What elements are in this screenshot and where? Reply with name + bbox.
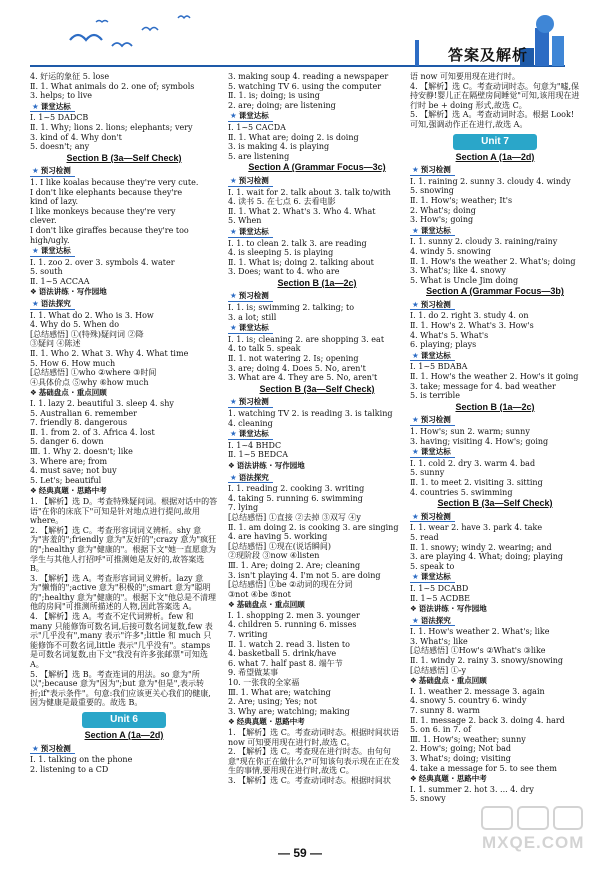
answer-line: Ⅰ. 1. wear 2. have 3. park 4. take [410,523,543,533]
answer-line: 9. 希望做某事 [228,668,279,678]
answer-line: 3. take; message for 4. bad weather [410,381,556,391]
block-heading-label: 语法讲练 · 写作园地 [418,604,487,614]
explanation-paragraph: 5. 【解析】选 A。考查动词时态。根据 Look! 可知,强调动作正在进行,故选 A。 [410,110,575,129]
subsection-tag [30,166,75,177]
answer-line: I like monkeys because they're very [30,206,176,216]
subsection-tag [410,415,455,426]
answer-line: 3. What are 4. They are 5. No, aren't [228,373,378,383]
block-heading [228,717,406,727]
diamond-icon: ❖ [410,774,417,784]
answer-line: 1. I like koalas because they're very cute. [30,177,199,187]
answer-line: 5. snowy [410,794,446,804]
answer-line: Ⅰ. 1. summer 2. hot 3. ... 4. dry [410,784,534,794]
star-icon: ★ [412,447,419,457]
answer-line: 3. What's; doing; visiting [410,754,511,763]
answer-line: 5. south [30,267,63,277]
star-icon: ★ [230,397,237,407]
star-icon: ★ [32,743,39,753]
block-heading-label: 基础盘点 · 重点回顾 [38,388,107,398]
answer-line: Ⅱ. 1. How's the weather 2. How's it going [410,372,579,382]
subsection-tag [228,227,273,238]
answer-line: ③not ④be ⑤not [228,589,291,599]
explanation-paragraph: 3. 【解析】选 C。考查动词时态。根据时间状 [228,775,391,785]
header-title: 答案及解析 [447,46,528,64]
answer-line: [总结感悟] ①who ②where ③时间 [30,368,157,378]
star-icon: ★ [32,166,39,176]
star-icon: ★ [412,165,419,175]
answer-line: 5. on 6. in 7. of [410,725,472,735]
answer-line: 4. to talk 5. speak [228,344,301,354]
answer-line: Ⅱ. 1. What animals do 2. one of; symbols [30,81,195,91]
answer-line: Ⅰ. 1. is; swimming 2. talking; to [228,303,355,313]
explanation-paragraph: 2. 【解析】选 C。考查现在进行时态。由句句意"现在你正在做什么?"可知该句表示现在正在发生的事情,要用现在进行时,故选 C。 [228,747,400,776]
star-icon: ★ [32,101,39,111]
answer-line: Ⅱ. 1. message 2. back 3. doing 4. hard [410,715,565,725]
answer-line: Ⅱ. 1. Why; lions 2. lions; elephants; very [30,122,193,132]
subsection-tag-label: 预习检测 [420,299,451,309]
unit-banner: Unit 7 [453,134,537,150]
answer-line: 3. isn't playing 4. I'm not 5. are doing [228,570,381,580]
answer-line: 6. what 7. half past 8. 端午节 [228,658,343,668]
answer-line: Ⅰ. 1. do 2. right 3. study 4. on [410,311,529,321]
explanation-paragraph: 4. 【解析】选 C。考查动词时态。句意为"嘘,保持安静!婴儿正在隔壁房间睡觉"可知,该用现在进行时 be + doing 形式,故选 C。 [410,81,580,110]
answer-line: Ⅱ. 1. snowy; windy 2. wearing; and [410,542,552,552]
subsection-tag [30,102,75,113]
answer-line: 5. read [410,532,439,542]
subsection-tag-label: 语法探究 [40,299,71,309]
watermark [478,803,586,855]
block-heading-label: 基础盘点 · 重点回顾 [236,600,305,610]
answer-line: 2. listening to a CD [30,764,109,774]
subsection-tag-label: 课堂达标 [420,572,451,582]
subsection-tag [228,111,273,122]
subsection-tag [410,351,455,362]
answer-line: I don't like elephants because they're [30,187,183,197]
subsection-tag-label: 预习检测 [420,415,451,425]
subsection-tag [228,323,273,334]
block-heading [410,676,580,686]
answer-line: 5. snowing [410,186,454,196]
answer-line: [总结感悟] ①现在(说话瞬间) [228,541,332,551]
block-heading-label: 经典真题 · 思路中考 [418,774,487,784]
block-heading [410,774,580,784]
answer-line: [总结感悟] ①be ②动词的现在分词 [228,580,353,590]
section-heading: Section B (1a—2c) [455,401,535,412]
answer-column-3 [410,72,580,804]
subsection-tag-label: 课堂达标 [420,447,451,457]
block-heading-label: 语法讲练 · 写作园地 [236,460,305,470]
star-icon: ★ [32,246,39,256]
answer-line: 4. 好运的象征 5. lose [30,72,110,81]
subsection-tag [410,616,455,627]
answer-line: Ⅰ. 1. zoo 2. over 3. symbols 4. water [30,257,175,267]
subsection-tag [410,512,455,523]
answer-line: 5. danger 6. down [30,437,104,447]
answer-line: Ⅰ. 1~5 DADCB [30,113,89,123]
star-icon: ★ [230,291,237,301]
explanation-paragraph: 5. 【解析】选 B。考查连词的用法。so 意为"所以";because 意为"因为";but 意为"但是",表示转折;if"表示条件"。句意:我们应该更关心我们的健康,因为健康是最重要的。故选 B。 [30,669,211,708]
answer-line: 2. How's; going; Not bad [410,744,511,754]
answer-line: 5. watching TV 6. using the computer [228,81,382,91]
answer-line: 4. are having 5. working [228,532,328,542]
answer-line: Ⅰ. 1~4 BHDC [228,440,282,450]
block-heading-label: 基础盘点 · 重点回顾 [418,676,487,686]
answer-line: Ⅰ. 1. is; cleaning 2. are shopping 3. eat [228,334,385,344]
answer-line: 3. are; doing 4. Does 5. No, aren't [228,363,366,373]
answer-line: Ⅰ. 1. to clean 2. talk 3. are reading [228,238,367,248]
answer-line: 3. kind of 4. Why don't [30,132,122,142]
answer-line: 4. basketball 5. drink/have [228,649,337,659]
answer-line: 5. speak to [410,561,455,571]
answer-line: 7. writing [228,630,268,640]
block-heading-label: 语法讲练 · 写作园地 [38,287,107,297]
subsection-tag [228,291,273,302]
answer-line: Ⅰ. 1~5 DCABD [410,583,469,593]
diamond-icon: ❖ [410,676,417,686]
answer-line: [总结感悟] ①How's ②What's ③like [410,646,546,656]
explanation-paragraph: 3. 【解析】选 A。考查形容词词义辨析。lazy 意为"懒惰的";active 意为"积极的";smart 意为"聪明的";healthy 意为"健康的"。根据下文"他总是不清理他的房间"可推测所描述的人物,因此答案选 A。 [30,573,217,612]
answer-line: 5. Let's; beautiful [30,475,102,485]
answer-line: Ⅰ. 1. cold 2. dry 3. warm 4. bad [410,458,536,468]
answer-line: 5. What is Uncle Jim doing [410,275,519,285]
subsection-tag-label: 预习检测 [238,291,269,301]
answer-line: 5. doesn't; any [30,142,90,152]
answer-line: 2. are; doing; are listening [228,100,336,110]
star-icon: ★ [412,225,419,235]
answer-line: 6. playing; plays [410,340,477,350]
answer-line: 5. is terrible [410,391,460,401]
subsection-tag [228,473,273,484]
answer-line: 1. How's; sun 2. warm; sunny [410,427,530,436]
answer-line: 4. is sleeping 5. is playing [228,248,334,258]
star-icon: ★ [412,350,419,360]
star-icon: ★ [230,429,237,439]
answer-line: [总结感悟] ①(特殊)疑问词 ②降 [30,329,144,339]
answer-line: Ⅱ. 1. am doing 2. is cooking 3. are singing [228,522,399,532]
answer-line: 3. making soup 4. reading a newspaper [228,72,389,81]
star-icon: ★ [412,299,419,309]
answer-line: ③疑问 ④陈述 [30,339,81,349]
answer-line: Ⅱ. 1. watch 2. read 3. listen to [228,639,350,649]
section-heading: Section A (Grammar Focus—3c) [248,162,386,173]
subsection-tag-label: 课堂达标 [238,111,269,121]
answer-line: 4. 读书 5. 在七点 6. 去看电影 [228,197,336,207]
answer-line: Ⅱ. 1. What 2. What's 3. Who 4. What [228,206,376,216]
subsection-tag [410,226,455,237]
answer-line: Ⅲ. 1. Why 2. doesn't; like [30,446,133,456]
subsection-tag [410,572,455,583]
subsection-tag-label: 语法探究 [238,472,269,482]
answer-line: 1. watching TV 2. is reading 3. is talking [228,409,393,418]
subsection-tag-label: 预习检测 [238,397,269,407]
star-icon: ★ [412,572,419,582]
subsection-tag-label: 预习检测 [420,165,451,175]
subsection-tag-label: 预习检测 [40,166,71,176]
explanation-paragraph: 2. 【解析】选 C。考查形容词词义辨析。shy 意为"害羞的";friendly 意为"友好的";crazy 意为"疯狂的";healthy 意为"健康的"。根据下文"她一直愿意为学生与其他人打招呼"可推测她是友好的,故答案选 B。 [30,525,217,574]
answer-line: Ⅰ. 1. sunny 2. cloudy 3. raining/rainy [410,237,558,247]
explanation-paragraph: 4. 【解析】选 A。考查不定代词辨析。few 和 many 只能修饰可数名词,后接可数名词复数,few 表示"几乎没有",many 表示"许多";little 和 much 只能修饰不可数名词,little 表示"几乎没有"。stamps 是可数名词复数,由下文"我没有许多张邮票"可知选 A。 [30,612,213,670]
answer-line: 3. Where are; from [30,456,108,466]
diamond-icon: ❖ [30,287,37,297]
star-icon: ★ [412,615,419,625]
answer-line: 3. How's; going [410,215,474,225]
answer-line: ④具体价点 ⑤why ⑥how much [30,377,149,387]
answer-line: I don't like giraffes because they're too [30,225,189,235]
page-header [0,0,600,68]
star-icon: ★ [230,472,237,482]
answer-line: 4. Why do 5. When do [30,320,120,330]
star-icon: ★ [230,175,237,185]
star-icon: ★ [32,299,39,309]
answer-line: Ⅰ. 1. weather 2. message 3. again [410,686,545,696]
answer-line: 4. What's 5. What's [410,330,489,340]
subsection-tag-label: 课堂达标 [420,225,451,235]
answer-line: Ⅱ. 1. How's 2. What's 3. How's [410,321,534,331]
explanation-paragraph: 1. 【解析】选 D。考查特殊疑问词。根据对话中的答语"在你的床底下"可知是针对地点进行提问,故用 where。 [30,496,218,526]
block-heading [228,461,406,471]
block-heading-label: 经典真题 · 思路中考 [38,486,107,496]
answer-line: Ⅱ. 1. is; doing; is using [228,91,320,101]
answer-line: Ⅱ. 1. not watering 2. Is; opening [228,354,359,364]
answer-column-2 [228,72,406,786]
section-heading: Section B (1a—2c) [277,277,357,288]
subsection-tag [410,447,455,458]
subsection-tag [30,299,75,310]
answer-line: Ⅰ. 1. shopping 2. men 3. younger [228,610,360,620]
unit-banner: Unit 6 [82,712,166,728]
answer-line: Ⅰ. 1. What do 2. Who is 3. How [30,310,154,320]
answer-line: 4. windy 5. snowing [410,246,491,256]
answer-line: 3. are playing 4. What; doing; playing [410,552,563,562]
subsection-tag-label: 课堂达标 [40,246,71,256]
answer-line: 3. Why are; watching; making [228,706,350,716]
answer-line: Ⅰ. 1. raining 2. sunny 3. cloudy 4. windy [410,176,571,186]
section-heading: Section A (1a—2d) [455,151,535,162]
answer-line: kind of lazy. [30,197,79,207]
star-icon: ★ [412,511,419,521]
answer-line: 5. Australian 6. remember [30,408,137,418]
section-heading: Section B (3a—Self Check) [259,383,375,394]
answer-line: Ⅱ. 1. What is; doing 2. talking about [228,257,374,267]
answer-line: Ⅱ. 1. from 2. of 3. Africa 4. lost [30,427,155,437]
answer-line: 语 now 可知要用现在进行时。 [410,72,520,81]
diamond-icon: ❖ [30,388,37,398]
subsection-tag [228,176,273,187]
star-icon: ★ [230,226,237,236]
diamond-icon: ❖ [410,604,417,614]
subsection-tag [30,246,75,257]
answer-line: Ⅱ. 1. How's the weather 2. What's; doing [410,256,576,266]
answer-line: 5. When [228,216,262,226]
answer-line: 3. a lot; still [228,312,277,322]
answer-line: 3. Does; want to 4. who are [228,267,340,277]
answer-line: Ⅱ. 1~5 ACDBE [410,593,470,603]
subsection-tag [228,429,273,440]
answer-line: 7. sunny 8. warm [410,706,481,716]
answer-line: Ⅰ. 1~5 CACDA [228,122,286,132]
answer-line: 5. sunny [410,468,445,478]
answer-line: 3. is making 4. is playing [228,142,330,152]
section-heading: Section A (Grammar Focus—3b) [426,286,564,297]
answer-line: Ⅲ. 1. Are; doing 2. Are; cleaning [228,560,361,570]
subsection-tag-label: 预习检测 [238,175,269,185]
page-number: — 59 — [277,846,322,860]
answer-line: 5. How 6. How much [30,358,116,368]
answer-line: Ⅱ. 1. What are; doing 2. is doing [228,132,359,142]
answer-column-1 [30,72,218,774]
answer-line: clever. [30,216,57,226]
watermark-text: MXQE.COM [482,833,585,852]
block-heading [30,486,218,496]
answer-line: 4. snowy 5. country 6. windy [410,696,527,706]
diamond-icon: ❖ [228,600,235,610]
answer-line: high/ugly. [30,235,70,245]
block-heading-label: 经典真题 · 思路中考 [236,717,305,727]
section-heading: Section B (3a—Self Check) [66,152,182,163]
section-heading: Section A (1a—2d) [84,730,164,740]
answer-line: 4. countries 5. swimming [410,487,513,497]
subsection-tag-label: 预习检测 [420,511,451,521]
diamond-icon: ❖ [228,460,235,470]
answer-line: Ⅱ. 1. Who 2. What 3. Why 4. What time [30,349,189,359]
subsection-tag-label: 课堂达标 [40,101,71,111]
answer-line: Ⅱ. 1. How's; weather; It's [410,195,513,205]
answer-line: 3. What's; like 4. snowy [410,266,506,276]
answer-line: 3. helps; to live [30,91,93,101]
answer-line: Ⅰ. 1. talking on the phone [30,755,133,765]
subsection-tag [228,397,273,408]
star-icon: ★ [230,323,237,333]
answer-line: 4. cleaning [228,418,273,428]
explanation-paragraph: 1. 【解析】选 C。考查动词时态。根据时间状语 now 可知要用现在进行时,故选 C。 [228,728,399,747]
answer-line: 2. Are; using; Yes; not [228,697,317,707]
block-heading [30,287,218,297]
answer-line: ②现阶段 ③now ④listen [228,551,320,561]
answer-line: 7. friendly 8. dangerous [30,418,128,428]
answer-line: 4. must save; not buy [30,466,117,476]
answer-line: 4. taking 5. running 6. swimming [228,493,363,503]
answer-line: 3. having; visiting 4. How's; going [410,436,549,446]
diamond-icon: ❖ [30,486,37,496]
answer-line: Ⅰ. 1. reading 2. cooking 3. writing [228,484,365,494]
subsection-tag [30,744,75,755]
answer-line: 3. What's; like [410,636,468,646]
subsection-tag-label: 课堂达标 [238,323,269,333]
answer-line: [总结感悟] ①直接 ②去掉 ③双写 ④y [228,512,361,522]
block-heading [30,388,218,398]
subsection-tag [410,165,455,176]
answer-line: Ⅰ. 1. wait for 2. talk about 3. talk to/with [228,187,391,197]
block-heading [410,604,580,614]
answer-line: 4. children 5. running 6. misses [228,620,357,630]
star-icon: ★ [412,415,419,425]
answer-line: [总结感悟] ①-y [410,665,467,675]
section-heading: Section B (3a—Self Check) [437,498,553,509]
answer-line: Ⅰ. 1. lazy 2. beautiful 3. sleep 4. shy [30,399,174,408]
subsection-tag-label: 预习检测 [40,743,71,753]
subsection-tag-label: 课堂达标 [420,350,451,360]
answer-line: 5. are listening [228,151,290,161]
subsection-tag [410,300,455,311]
star-icon: ★ [230,111,237,121]
answer-line: 7. lying [228,503,259,513]
answer-line: Ⅲ. 1. What are; watching [228,687,331,697]
answer-line: Ⅱ. 1~5 ACCAA [30,276,90,286]
block-heading [228,600,406,610]
answer-line: Ⅰ. 1. How's weather 2. What's; like [410,627,550,637]
answer-line: 10. 一张我的全家福 [228,678,300,688]
subsection-tag-label: 语法探究 [420,615,451,625]
diamond-icon: ❖ [228,717,235,727]
answer-line: Ⅱ. 1. windy 2. rainy 3. snowy/snowing [410,656,564,666]
subsection-tag-label: 课堂达标 [238,429,269,439]
subsection-tag-label: 课堂达标 [238,226,269,236]
answer-line: Ⅲ. 1. How's; weather; sunny [410,734,526,744]
answer-line: Ⅱ. 1~5 BEDCA [228,450,288,460]
answer-line: Ⅰ. 1~5 BDABA [410,362,468,372]
answer-line: 2. What's; doing [410,205,476,215]
answer-line: 4. take a message for 5. to see them [410,763,557,773]
answer-line: Ⅱ. 1. to meet 2. visiting 3. sitting [410,477,543,487]
